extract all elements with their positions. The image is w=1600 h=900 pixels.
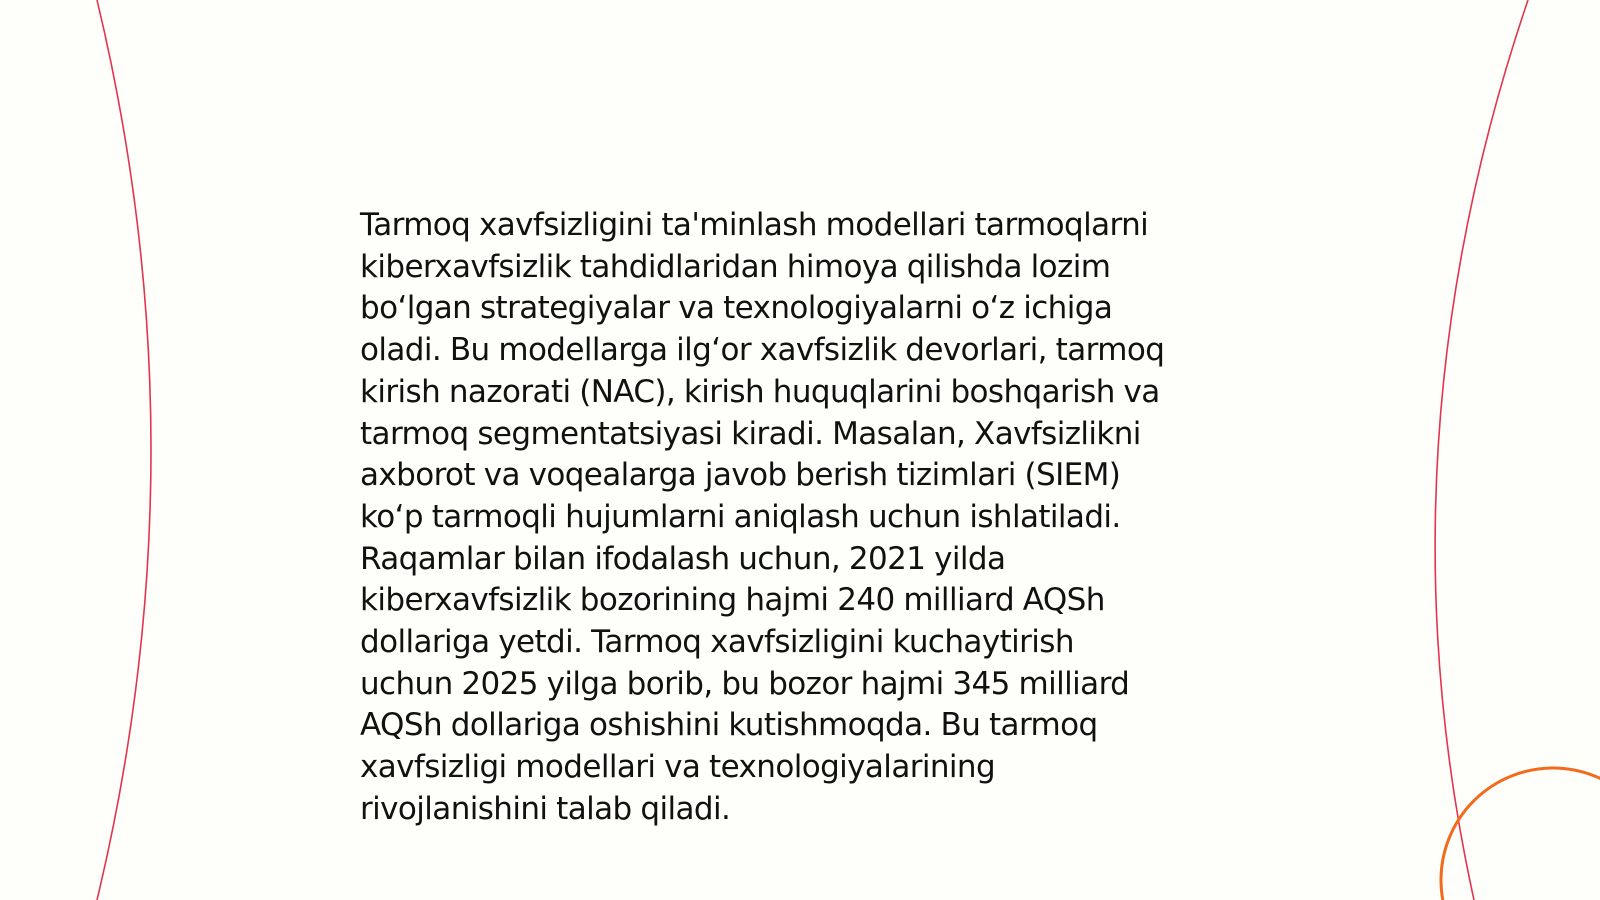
text-line: kiberxavfsizlik tahdidlaridan himoya qilishda lozim: [360, 248, 1111, 285]
body-text: [360, 205, 1265, 831]
text-line: tarmoq segmentatsiyasi kiradi. Masalan, Xavfsizlikni: [360, 415, 1141, 452]
text-line: Tarmoq xavfsizligini ta'minlash modellari tarmoqlarni: [360, 207, 1149, 243]
text-line: xavfsizligi modellari va texnologiyalarining: [360, 749, 996, 786]
corner-circle-decoration: [1441, 768, 1600, 900]
text-line: kirish nazorati (NAC), kirish huquqlarini boshqarish va: [360, 373, 1160, 410]
text-line: kiberxavfsizlik bozorining hajmi 240 milliard AQSh: [360, 582, 1105, 619]
text-line: ko‘p tarmoqli hujumlarni aniqlash uchun ishlatiladi.: [360, 498, 1121, 535]
text-line: Raqamlar bilan ifodalash uchun, 2021 yilda: [360, 540, 1006, 577]
text-line: axborot va voqealarga javob berish tizimlari (SIEM): [360, 457, 1121, 494]
text-line: dollariga yetdi. Tarmoq xavfsizligini kuchaytirish: [360, 624, 1074, 661]
text-line: oladi. Bu modellarga ilg‘or xavfsizlik devorlari, tarmoq: [360, 332, 1165, 369]
right-arc-decoration: [1435, 0, 1528, 900]
text-line: AQSh dollariga oshishini kutishmoqda. Bu tarmoq: [360, 707, 1098, 744]
text-line: uchun 2025 yilga borib, bu bozor hajmi 345 milliard: [360, 665, 1130, 702]
left-arc-decoration: [97, 0, 151, 900]
text-line: bo‘lgan strategiyalar va texnologiyalarni o‘z ichiga: [360, 290, 1113, 327]
text-line: rivojlanishini talab qiladi.: [360, 790, 731, 827]
